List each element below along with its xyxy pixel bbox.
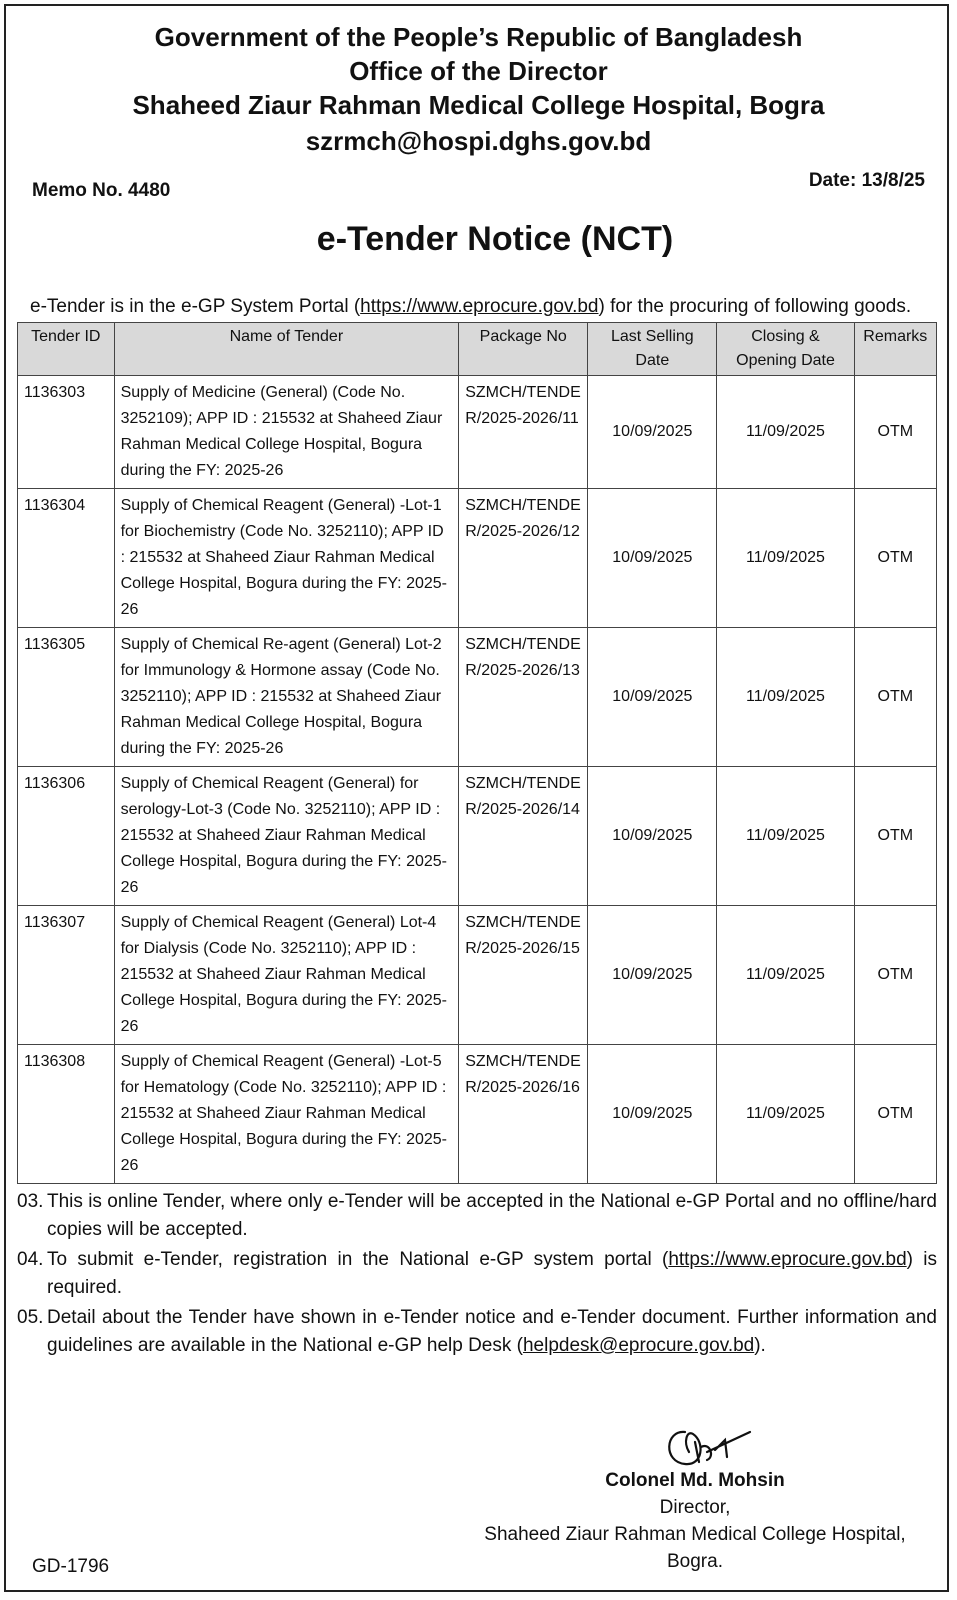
package-cell: SZMCH/TENDER/2025-2026/14 [459, 767, 588, 906]
tender-id-cell: 1136307 [18, 906, 115, 1045]
intro-text-before: e-Tender is in the e-GP System Portal ( [30, 296, 361, 317]
intro-text-after: ) for the procuring of following goods. [598, 296, 912, 317]
government-heading: Government of the People’s Republic of Bangladesh [154, 22, 803, 52]
notice-title: e-Tender Notice (NCT) [316, 220, 674, 258]
tender-id-cell: 1136306 [18, 767, 115, 906]
remarks-cell: OTM [854, 628, 936, 767]
table-row [18, 906, 937, 1045]
point-text: This is online Tender, where only e-Tender will be accepted in the National e-GP Portal and no offline/hard copies will be accepted. [47, 1191, 937, 1240]
office-heading: Office of the Director [349, 56, 608, 86]
table-row [18, 376, 937, 489]
col-header-last-selling: Last Selling Date [588, 323, 717, 376]
package-cell: SZMCH/TENDER/2025-2026/15 [459, 906, 588, 1045]
closing-cell: 11/09/2025 [717, 906, 854, 1045]
tender-table [17, 322, 937, 1184]
point-text-after: ) is required. [47, 1249, 938, 1298]
col-header-name: Name of Tender [114, 323, 459, 376]
package-cell: SZMCH/TENDER/2025-2026/13 [459, 628, 588, 767]
table-header-row [18, 323, 937, 376]
col-header-package: Package No [459, 323, 588, 376]
remarks-cell: OTM [854, 1045, 936, 1184]
col-header-remarks: Remarks [854, 323, 936, 376]
last-selling-cell: 10/09/2025 [588, 489, 717, 628]
table-row [18, 767, 937, 906]
point-text [47, 1304, 937, 1360]
memo-number: Memo No. 4480 [32, 180, 171, 201]
point-number: 03. [17, 1191, 44, 1212]
tender-name-cell: Supply of Chemical Reagent (General) Lot-4 for Dialysis (Code No. 3252110); APP ID : 215532 at Shaheed Ziaur Rahman Medical College Hospital, Bogura during the FY: 2025-26 [114, 906, 459, 1045]
remarks-cell: OTM [854, 376, 936, 489]
helpdesk-email-link[interactable]: helpdesk@eprocure.gov.bd [522, 1335, 755, 1356]
last-selling-cell: 10/09/2025 [588, 906, 717, 1045]
last-selling-cell: 10/09/2025 [588, 628, 717, 767]
table-row [18, 628, 937, 767]
point-text-before: To submit e-Tender, registration in the National e-GP system portal ( [47, 1249, 669, 1270]
tender-name-cell: Supply of Chemical Reagent (General) -Lot-5 for Hematology (Code No. 3252110); APP ID : 215532 at Shaheed Ziaur Rahman Medical College Hospital, Bogura during the FY: 2025-26 [114, 1045, 459, 1184]
eprocure-link[interactable]: https://www.eprocure.gov.bd [668, 1249, 907, 1270]
point-number: 05. [17, 1307, 44, 1328]
intro-line [30, 296, 911, 318]
closing-cell: 11/09/2025 [717, 1045, 854, 1184]
tender-name-cell: Supply of Chemical Reagent (General) -Lot-1 for Biochemistry (Code No. 3252110); APP ID : 215532 at Shaheed Ziaur Rahman Medical College Hospital, Bogura during the FY: 2025-26 [114, 489, 459, 628]
tender-name-cell: Supply of Chemical Reagent (General) for serology-Lot-3 (Code No. 3252110); APP ID : 215532 at Shaheed Ziaur Rahman Medical College Hospital, Bogura during the FY: 2025-26 [114, 767, 459, 906]
closing-cell: 11/09/2025 [717, 489, 854, 628]
hospital-heading: Shaheed Ziaur Rahman Medical College Hospital, Bogra [132, 90, 825, 120]
footer-code: GD-1796 [32, 1556, 110, 1577]
tender-id-cell: 1136305 [18, 628, 115, 767]
point-text-after: ). [754, 1335, 766, 1356]
package-cell: SZMCH/TENDER/2025-2026/16 [459, 1045, 588, 1184]
point-03 [17, 1188, 937, 1244]
last-selling-cell: 10/09/2025 [588, 1045, 717, 1184]
tender-id-cell: 1136308 [18, 1045, 115, 1184]
point-number: 04. [17, 1249, 44, 1270]
table-row [18, 1045, 937, 1184]
point-text [47, 1246, 937, 1302]
notice-points [17, 1188, 937, 1362]
signature-icon [655, 1412, 775, 1472]
table-row [18, 489, 937, 628]
col-header-tender-id: Tender ID [18, 323, 115, 376]
signatory-designation: Director, [659, 1497, 731, 1518]
point-text-before: Detail about the Tender have shown in e-Tender notice and e-Tender document. Further information and guidelines are available in the National e-GP help Desk ( [47, 1307, 937, 1356]
last-selling-cell: 10/09/2025 [588, 376, 717, 489]
point-04 [17, 1246, 937, 1302]
tender-id-cell: 1136303 [18, 376, 115, 489]
last-selling-cell: 10/09/2025 [588, 767, 717, 906]
point-05 [17, 1304, 937, 1360]
signatory-name: Colonel Md. Mohsin [605, 1470, 785, 1491]
col-header-closing: Closing & Opening Date [717, 323, 854, 376]
remarks-cell: OTM [854, 489, 936, 628]
remarks-cell: OTM [854, 767, 936, 906]
package-cell: SZMCH/TENDER/2025-2026/11 [459, 376, 588, 489]
notice-date: Date: 13/8/25 [808, 170, 925, 191]
signatory-office: Shaheed Ziaur Rahman Medical College Hospital, [484, 1524, 906, 1545]
email-heading: szrmch@hospi.dghs.gov.bd [305, 126, 652, 156]
signatory-place: Bogra. [667, 1551, 723, 1572]
closing-cell: 11/09/2025 [717, 628, 854, 767]
eprocure-link[interactable]: https://www.eprocure.gov.bd [360, 296, 599, 317]
tender-name-cell: Supply of Medicine (General) (Code No. 3252109); APP ID : 215532 at Shaheed Ziaur Rahman Medical College Hospital, Bogura during the FY: 2025-26 [114, 376, 459, 489]
tender-name-cell: Supply of Chemical Re-agent (General) Lot-2 for Immunology & Hormone assay (Code No. 3252110); APP ID : 215532 at Shaheed Ziaur Rahman Medical College Hospital, Bogura during the FY: 2025-26 [114, 628, 459, 767]
closing-cell: 11/09/2025 [717, 767, 854, 906]
closing-cell: 11/09/2025 [717, 376, 854, 489]
remarks-cell: OTM [854, 906, 936, 1045]
tender-id-cell: 1136304 [18, 489, 115, 628]
package-cell: SZMCH/TENDER/2025-2026/12 [459, 489, 588, 628]
